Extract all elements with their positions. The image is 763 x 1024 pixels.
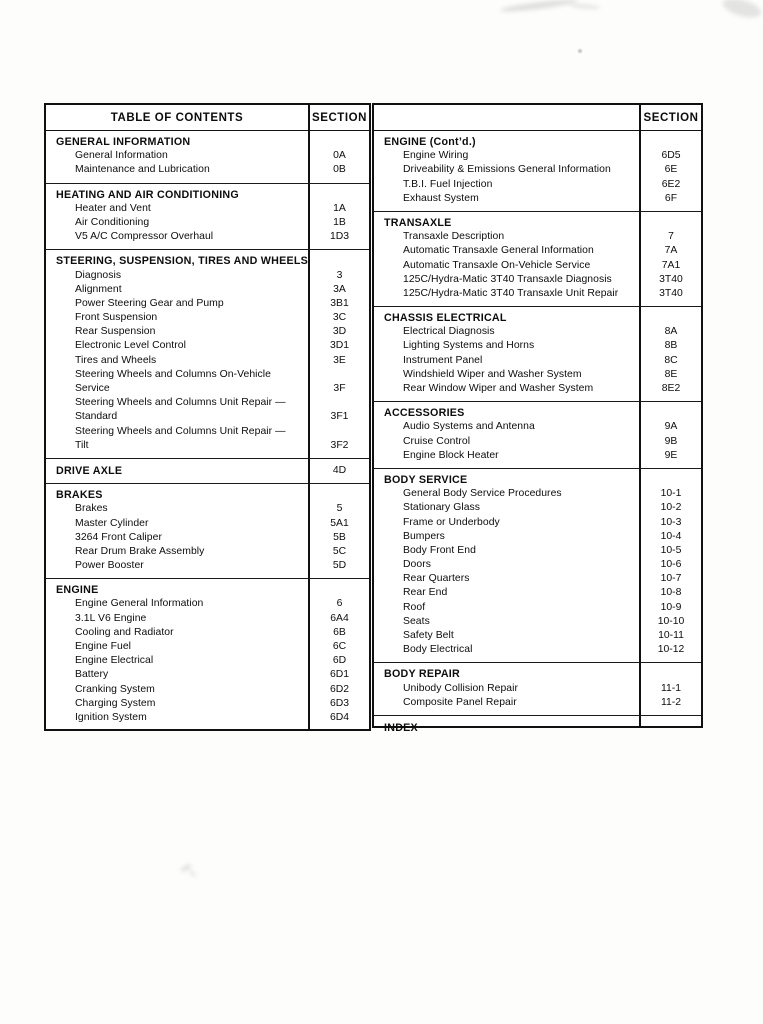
toc-entry-general-information[interactable]: [46, 149, 369, 163]
entry-label: Diagnosis: [75, 269, 122, 281]
toc-entry-engine-wiring[interactable]: [374, 149, 701, 163]
toc-entry-diagnosis[interactable]: [46, 269, 369, 283]
group-heading-label: BODY SERVICE: [384, 473, 468, 486]
toc-groups-left: [46, 131, 369, 730]
section-code: [308, 254, 371, 268]
section-code: 6B: [333, 626, 346, 638]
toc-entry-doors[interactable]: [374, 558, 701, 572]
group-heading-label: CHASSIS ELECTRICAL: [384, 312, 507, 325]
toc-entry-instrument-panel[interactable]: [374, 354, 701, 368]
toc-entry-stationary-glass[interactable]: [374, 501, 701, 515]
entry-label: Frame or Underbody: [403, 516, 500, 528]
toc-entry-general-body-service-procedures[interactable]: [374, 487, 701, 501]
toc-entry-master-cylinder[interactable]: [46, 517, 369, 531]
group-heading-label: BRAKES: [56, 489, 103, 502]
section-code: 11-1: [660, 682, 682, 694]
section-code: [639, 311, 703, 325]
entry-label: Electronic Level Control: [75, 340, 186, 352]
entry-label: Unibody Collision Repair: [403, 682, 518, 694]
entry-label: Maintenance and Lubrication: [75, 164, 210, 176]
section-code: [639, 135, 703, 149]
entry-label: Body Electrical: [403, 644, 473, 656]
toc-entry-t-b-i-fuel-injection[interactable]: [374, 178, 701, 192]
toc-entry-engine-block-heater[interactable]: [374, 449, 701, 463]
toc-entry-windshield-wiper-and-washer-system[interactable]: [374, 368, 701, 382]
section-code: 5A1: [330, 517, 349, 529]
toc-entry-body-front-end[interactable]: [374, 544, 701, 558]
section-code: 8E: [664, 368, 678, 380]
entry-label: Master Cylinder: [75, 517, 149, 529]
entry-label: Engine Fuel: [75, 641, 132, 652]
toc-entry-rear-suspension[interactable]: [46, 325, 369, 339]
toc-entry-charging-system[interactable]: [46, 697, 369, 711]
section-code: 3T40: [659, 287, 683, 299]
toc-group-engine-cont-d: [374, 131, 701, 212]
entry-label: Rear Suspension: [75, 326, 156, 338]
entry-label: Air Conditioning: [75, 216, 150, 228]
entry-label: Heater and Vent: [75, 202, 151, 214]
toc-entry-front-suspension[interactable]: [46, 311, 369, 325]
toc-entry-engine-general-information[interactable]: [46, 597, 369, 611]
section-code: 6D1: [329, 669, 350, 681]
toc-entry-exhaust-system[interactable]: [374, 192, 701, 206]
entry-label: Engine Electrical: [75, 655, 154, 667]
toc-entry-composite-panel-repair[interactable]: [374, 696, 701, 710]
entry-label: Ignition System: [75, 711, 147, 723]
section-code: 10-5: [660, 544, 682, 556]
entry-label: T.B.I. Fuel Injection: [403, 178, 493, 190]
section-code: 6D4: [329, 711, 350, 723]
section-code: 6E: [664, 164, 678, 176]
entry-label: Safety Belt: [403, 630, 454, 641]
toc-entry-roof[interactable]: [374, 601, 701, 615]
toc-entry-rear-quarters[interactable]: [374, 572, 701, 586]
section-code: 1A: [333, 202, 346, 214]
toc-entry-automatic-transaxle-on-vehicle-service[interactable]: [374, 259, 701, 273]
section-code: 6D: [332, 655, 347, 667]
entry-label: Bumpers: [403, 530, 445, 542]
toc-entry-electrical-diagnosis[interactable]: [374, 325, 701, 339]
toc-entry-safety-belt[interactable]: [374, 629, 701, 643]
table-header-row: [374, 105, 701, 131]
section-code: 0B: [333, 164, 346, 176]
section-code: 3T40: [659, 273, 683, 285]
toc-entry-body-electrical[interactable]: [374, 643, 701, 657]
toc-entry-battery[interactable]: [46, 668, 369, 682]
section-code: 10-12: [657, 644, 685, 656]
toc-entry-steering-wheels-and-columns-unit-repair[interactable]: [46, 425, 369, 439]
toc-entry-3-1l-v6-engine[interactable]: [46, 612, 369, 626]
toc-entry-frame-or-underbody[interactable]: [374, 516, 701, 530]
section-code: 6F: [664, 192, 678, 204]
toc-group-heading-index[interactable]: [374, 721, 701, 735]
section-code: 6D3: [329, 697, 350, 709]
entry-label: Doors: [403, 559, 431, 571]
section-code: [308, 583, 371, 597]
toc-group-heading-chassis-electrical[interactable]: [374, 311, 701, 325]
section-code: 5B: [333, 531, 346, 543]
toc-entry-air-conditioning[interactable]: [46, 216, 369, 230]
entry-label: Standard: [75, 411, 118, 423]
entry-label: Engine Block Heater: [403, 449, 499, 461]
toc-entry-tilt[interactable]: [46, 439, 369, 453]
group-heading-label: ENGINE (Cont’d.): [384, 136, 476, 148]
entry-label: Service: [75, 383, 110, 394]
entry-label: 125C/Hydra-Matic 3T40 Transaxle Unit Repair: [403, 287, 619, 299]
section-code: 1D3: [329, 231, 350, 243]
section-code: 8A: [664, 326, 678, 338]
section-code: 10-10: [657, 615, 685, 627]
toc-group-heading-accessories[interactable]: [374, 406, 701, 420]
toc-group-brakes: [46, 484, 369, 579]
toc-entry-driveability-emissions-general-information[interactable]: [374, 163, 701, 177]
section-code: 0A: [333, 150, 346, 162]
section-code: [639, 667, 703, 681]
toc-entry-service[interactable]: [46, 382, 369, 396]
scan-smudge: [570, 3, 600, 11]
toc-group-heading-steering-suspension-tires-and-wheels[interactable]: [46, 254, 369, 268]
toc-entry-engine-fuel[interactable]: [46, 640, 369, 654]
entry-label: Alignment: [75, 283, 122, 295]
toc-entry-steering-wheels-and-columns-on-vehicle[interactable]: [46, 368, 369, 382]
section-code: 10-9: [660, 601, 682, 613]
toc-group-engine: [46, 579, 369, 730]
title-spacer: [374, 105, 639, 131]
toc-group-heading-general-information[interactable]: [46, 135, 369, 149]
toc-entry-power-steering-gear-and-pump[interactable]: [46, 297, 369, 311]
entry-label: 3264 Front Caliper: [75, 531, 162, 543]
toc-group-steering-suspension-tires-and-wheels: [46, 250, 369, 459]
entry-label: Power Steering Gear and Pump: [75, 297, 224, 309]
entry-label: Roof: [403, 601, 426, 613]
section-code: 3F2: [330, 439, 349, 451]
section-code: 3A: [333, 283, 346, 295]
scan-smudge: [500, 0, 578, 14]
section-code: [308, 135, 371, 149]
section-code: 6D2: [329, 683, 350, 695]
toc-entry-rear-window-wiper-and-washer-system[interactable]: [374, 382, 701, 396]
section-code: 8B: [664, 340, 678, 352]
section-code: 10-6: [660, 559, 682, 571]
entry-label: Steering Wheels and Columns Unit Repair —: [75, 425, 286, 437]
toc-entry-rear-end[interactable]: [374, 586, 701, 600]
group-heading-label: GENERAL INFORMATION: [56, 136, 191, 148]
section-code: 9E: [664, 449, 678, 461]
toc-entry-tires-and-wheels[interactable]: [46, 354, 369, 368]
toc-group-transaxle: [374, 212, 701, 307]
group-heading-label: INDEX: [384, 721, 418, 734]
entry-label: Cranking System: [75, 683, 155, 695]
toc-entry-3264-front-caliper[interactable]: [46, 531, 369, 545]
group-heading-label: ACCESSORIES: [384, 407, 465, 420]
toc-group-general-information: [46, 131, 369, 184]
section-code: 10-11: [658, 630, 684, 641]
group-heading-label: TRANSAXLE: [384, 216, 452, 229]
entry-label: Rear End: [403, 587, 448, 599]
section-code: 3F1: [330, 411, 349, 423]
scan-pencil-mark: [188, 869, 197, 877]
section-code: [639, 721, 703, 735]
section-code: [308, 368, 371, 382]
toc-table-right: [372, 103, 703, 734]
toc-group-heading-engine-cont-d[interactable]: [374, 135, 701, 149]
toc-entry-125c-hydra-matic-3t40-transaxle-diagnosis[interactable]: [374, 273, 701, 287]
toc-group-heading-transaxle[interactable]: [374, 216, 701, 230]
toc-groups-right: [374, 131, 701, 740]
section-column-header: SECTION: [312, 112, 367, 124]
section-code: 6: [336, 598, 343, 610]
entry-label: Cooling and Radiator: [75, 626, 174, 638]
entry-label: Engine Wiring: [403, 150, 469, 162]
entry-label: Windshield Wiper and Washer System: [403, 368, 582, 380]
toc-entry-maintenance-and-lubrication[interactable]: [46, 163, 369, 177]
entry-label: Rear Drum Brake Assembly: [75, 545, 205, 557]
entry-label: Instrument Panel: [403, 354, 483, 366]
table-header-row: [46, 105, 369, 131]
toc-table-left: [44, 103, 371, 731]
toc-entry-cooling-and-radiator[interactable]: [46, 626, 369, 640]
section-code: 6C: [332, 641, 347, 652]
group-heading-label: DRIVE AXLE: [56, 464, 123, 477]
section-code: 11-2: [660, 696, 682, 708]
entry-label: Body Front End: [403, 544, 476, 556]
toc-entry-brakes[interactable]: [46, 502, 369, 516]
entry-label: Stationary Glass: [403, 502, 481, 514]
section-code: 7A: [664, 245, 678, 257]
entry-label: Brakes: [75, 503, 108, 515]
toc-group-chassis-electrical: [374, 307, 701, 402]
entry-label: V5 A/C Compressor Overhaul: [75, 231, 214, 243]
toc-group-heading-body-service[interactable]: [374, 473, 701, 487]
toc-entry-cruise-control[interactable]: [374, 435, 701, 449]
entry-label: 3.1L V6 Engine: [75, 612, 147, 624]
group-heading-label: HEATING AND AIR CONDITIONING: [56, 188, 239, 201]
toc-group-heating-and-air-conditioning: [46, 184, 369, 251]
entry-label: 125C/Hydra-Matic 3T40 Transaxle Diagnosis: [403, 273, 612, 285]
toc-group-body-service: [374, 469, 701, 663]
section-code: 3B1: [330, 297, 349, 309]
entry-label: Seats: [403, 615, 430, 627]
entry-label: Driveability & Emissions General Information: [403, 164, 611, 176]
entry-label: Rear Window Wiper and Washer System: [403, 383, 594, 394]
toc-entry-audio-systems-and-antenna[interactable]: [374, 420, 701, 434]
entry-label: Electrical Diagnosis: [403, 326, 495, 338]
toc-group-heading-drive-axle[interactable]: [46, 464, 369, 478]
section-code: 5: [336, 503, 343, 515]
entry-label: Charging System: [75, 697, 156, 709]
toc-entry-power-booster[interactable]: [46, 559, 369, 573]
toc-entry-standard[interactable]: [46, 410, 369, 424]
section-code: 5D: [332, 560, 347, 572]
section-code: [308, 425, 371, 439]
toc-group-heading-heating-and-air-conditioning[interactable]: [46, 188, 369, 202]
section-code: 7: [668, 231, 674, 243]
toc-group-index: [374, 716, 701, 740]
toc-entry-cranking-system[interactable]: [46, 683, 369, 697]
section-code: [308, 188, 371, 202]
entry-label: General Information: [75, 150, 168, 162]
section-code: 3E: [333, 354, 346, 366]
section-code: [639, 406, 703, 420]
entry-label: Steering Wheels and Columns Unit Repair —: [75, 397, 286, 409]
section-code: [639, 216, 703, 230]
entry-label: Steering Wheels and Columns On-Vehicle: [75, 368, 271, 380]
toc-entry-125c-hydra-matic-3t40-transaxle-unit-repair[interactable]: [374, 287, 701, 301]
section-code: [639, 473, 703, 487]
entry-label: Transaxle Description: [403, 231, 505, 243]
section-code: 3F: [333, 383, 346, 394]
section-code: 1B: [333, 216, 346, 228]
toc-entry-electronic-level-control[interactable]: [46, 339, 369, 353]
group-heading-label: STEERING, SUSPENSION, TIRES AND WHEELS: [56, 255, 308, 268]
toc-entry-alignment[interactable]: [46, 283, 369, 297]
toc-entry-v5-a-c-compressor-overhaul[interactable]: [46, 230, 369, 244]
entry-label: Automatic Transaxle On-Vehicle Service: [403, 259, 591, 271]
section-code: 3D1: [329, 340, 350, 352]
section-code: 3: [336, 269, 343, 281]
entry-label: Battery: [75, 669, 109, 681]
section-code: [308, 396, 371, 410]
group-heading-label: ENGINE: [56, 584, 99, 597]
group-heading-label: BODY REPAIR: [384, 668, 460, 681]
toc-group-body-repair: [374, 663, 701, 716]
section-code: 3D: [332, 326, 347, 338]
section-code: 7A1: [661, 259, 681, 271]
toc-group-heading-brakes[interactable]: [46, 488, 369, 502]
section-code: 6E2: [661, 178, 681, 190]
entry-label: General Body Service Procedures: [403, 488, 562, 500]
toc-entry-bumpers[interactable]: [374, 530, 701, 544]
toc-group-drive-axle: [46, 459, 369, 484]
section-code: [308, 488, 371, 502]
section-code: 10-3: [660, 516, 682, 528]
toc-entry-seats[interactable]: [374, 615, 701, 629]
section-code: 4D: [332, 464, 347, 476]
page-title: TABLE OF CONTENTS: [110, 112, 244, 124]
entry-label: Audio Systems and Antenna: [403, 421, 535, 433]
toc-entry-transaxle-description[interactable]: [374, 230, 701, 244]
section-code: 10-8: [660, 587, 682, 599]
section-code: 10-4: [660, 530, 682, 542]
entry-label: Lighting Systems and Horns: [403, 340, 535, 352]
toc-entry-heater-and-vent[interactable]: [46, 202, 369, 216]
toc-group-heading-body-repair[interactable]: [374, 667, 701, 681]
entry-label: Rear Quarters: [403, 573, 470, 585]
toc-entry-unibody-collision-repair[interactable]: [374, 682, 701, 696]
entry-label: Tires and Wheels: [75, 354, 157, 366]
scan-smudge: [721, 0, 763, 21]
toc-entry-ignition-system[interactable]: [46, 711, 369, 725]
section-code: 3C: [332, 312, 347, 324]
toc-entry-engine-electrical[interactable]: [46, 654, 369, 668]
section-code: 9A: [664, 421, 678, 433]
entry-label: Automatic Transaxle General Information: [403, 245, 594, 257]
scan-speck: [578, 49, 582, 53]
toc-entry-steering-wheels-and-columns-unit-repair[interactable]: [46, 396, 369, 410]
entry-label: Exhaust System: [403, 192, 479, 204]
section-code: 10-7: [660, 573, 682, 585]
entry-label: Front Suspension: [75, 312, 158, 324]
section-code: 10-2: [660, 502, 682, 514]
toc-entry-rear-drum-brake-assembly[interactable]: [46, 545, 369, 559]
toc-group-heading-engine[interactable]: [46, 583, 369, 597]
entry-label: Power Booster: [75, 560, 144, 572]
section-code: 9B: [664, 435, 678, 447]
entry-label: Engine General Information: [75, 598, 204, 610]
section-column-header: SECTION: [643, 112, 699, 124]
toc-entry-automatic-transaxle-general-information[interactable]: [374, 244, 701, 258]
toc-entry-lighting-systems-and-horns[interactable]: [374, 339, 701, 353]
entry-label: Composite Panel Repair: [403, 696, 517, 708]
toc-group-accessories: [374, 402, 701, 469]
entry-label: Cruise Control: [403, 435, 471, 447]
section-code: 6A4: [330, 612, 349, 624]
section-code: 8E2: [661, 383, 681, 394]
section-code: 5C: [332, 545, 347, 557]
section-code: 8C: [664, 354, 678, 366]
section-code: 10-1: [660, 488, 682, 500]
entry-label: Tilt: [75, 439, 89, 451]
section-code: 6D5: [661, 150, 681, 162]
